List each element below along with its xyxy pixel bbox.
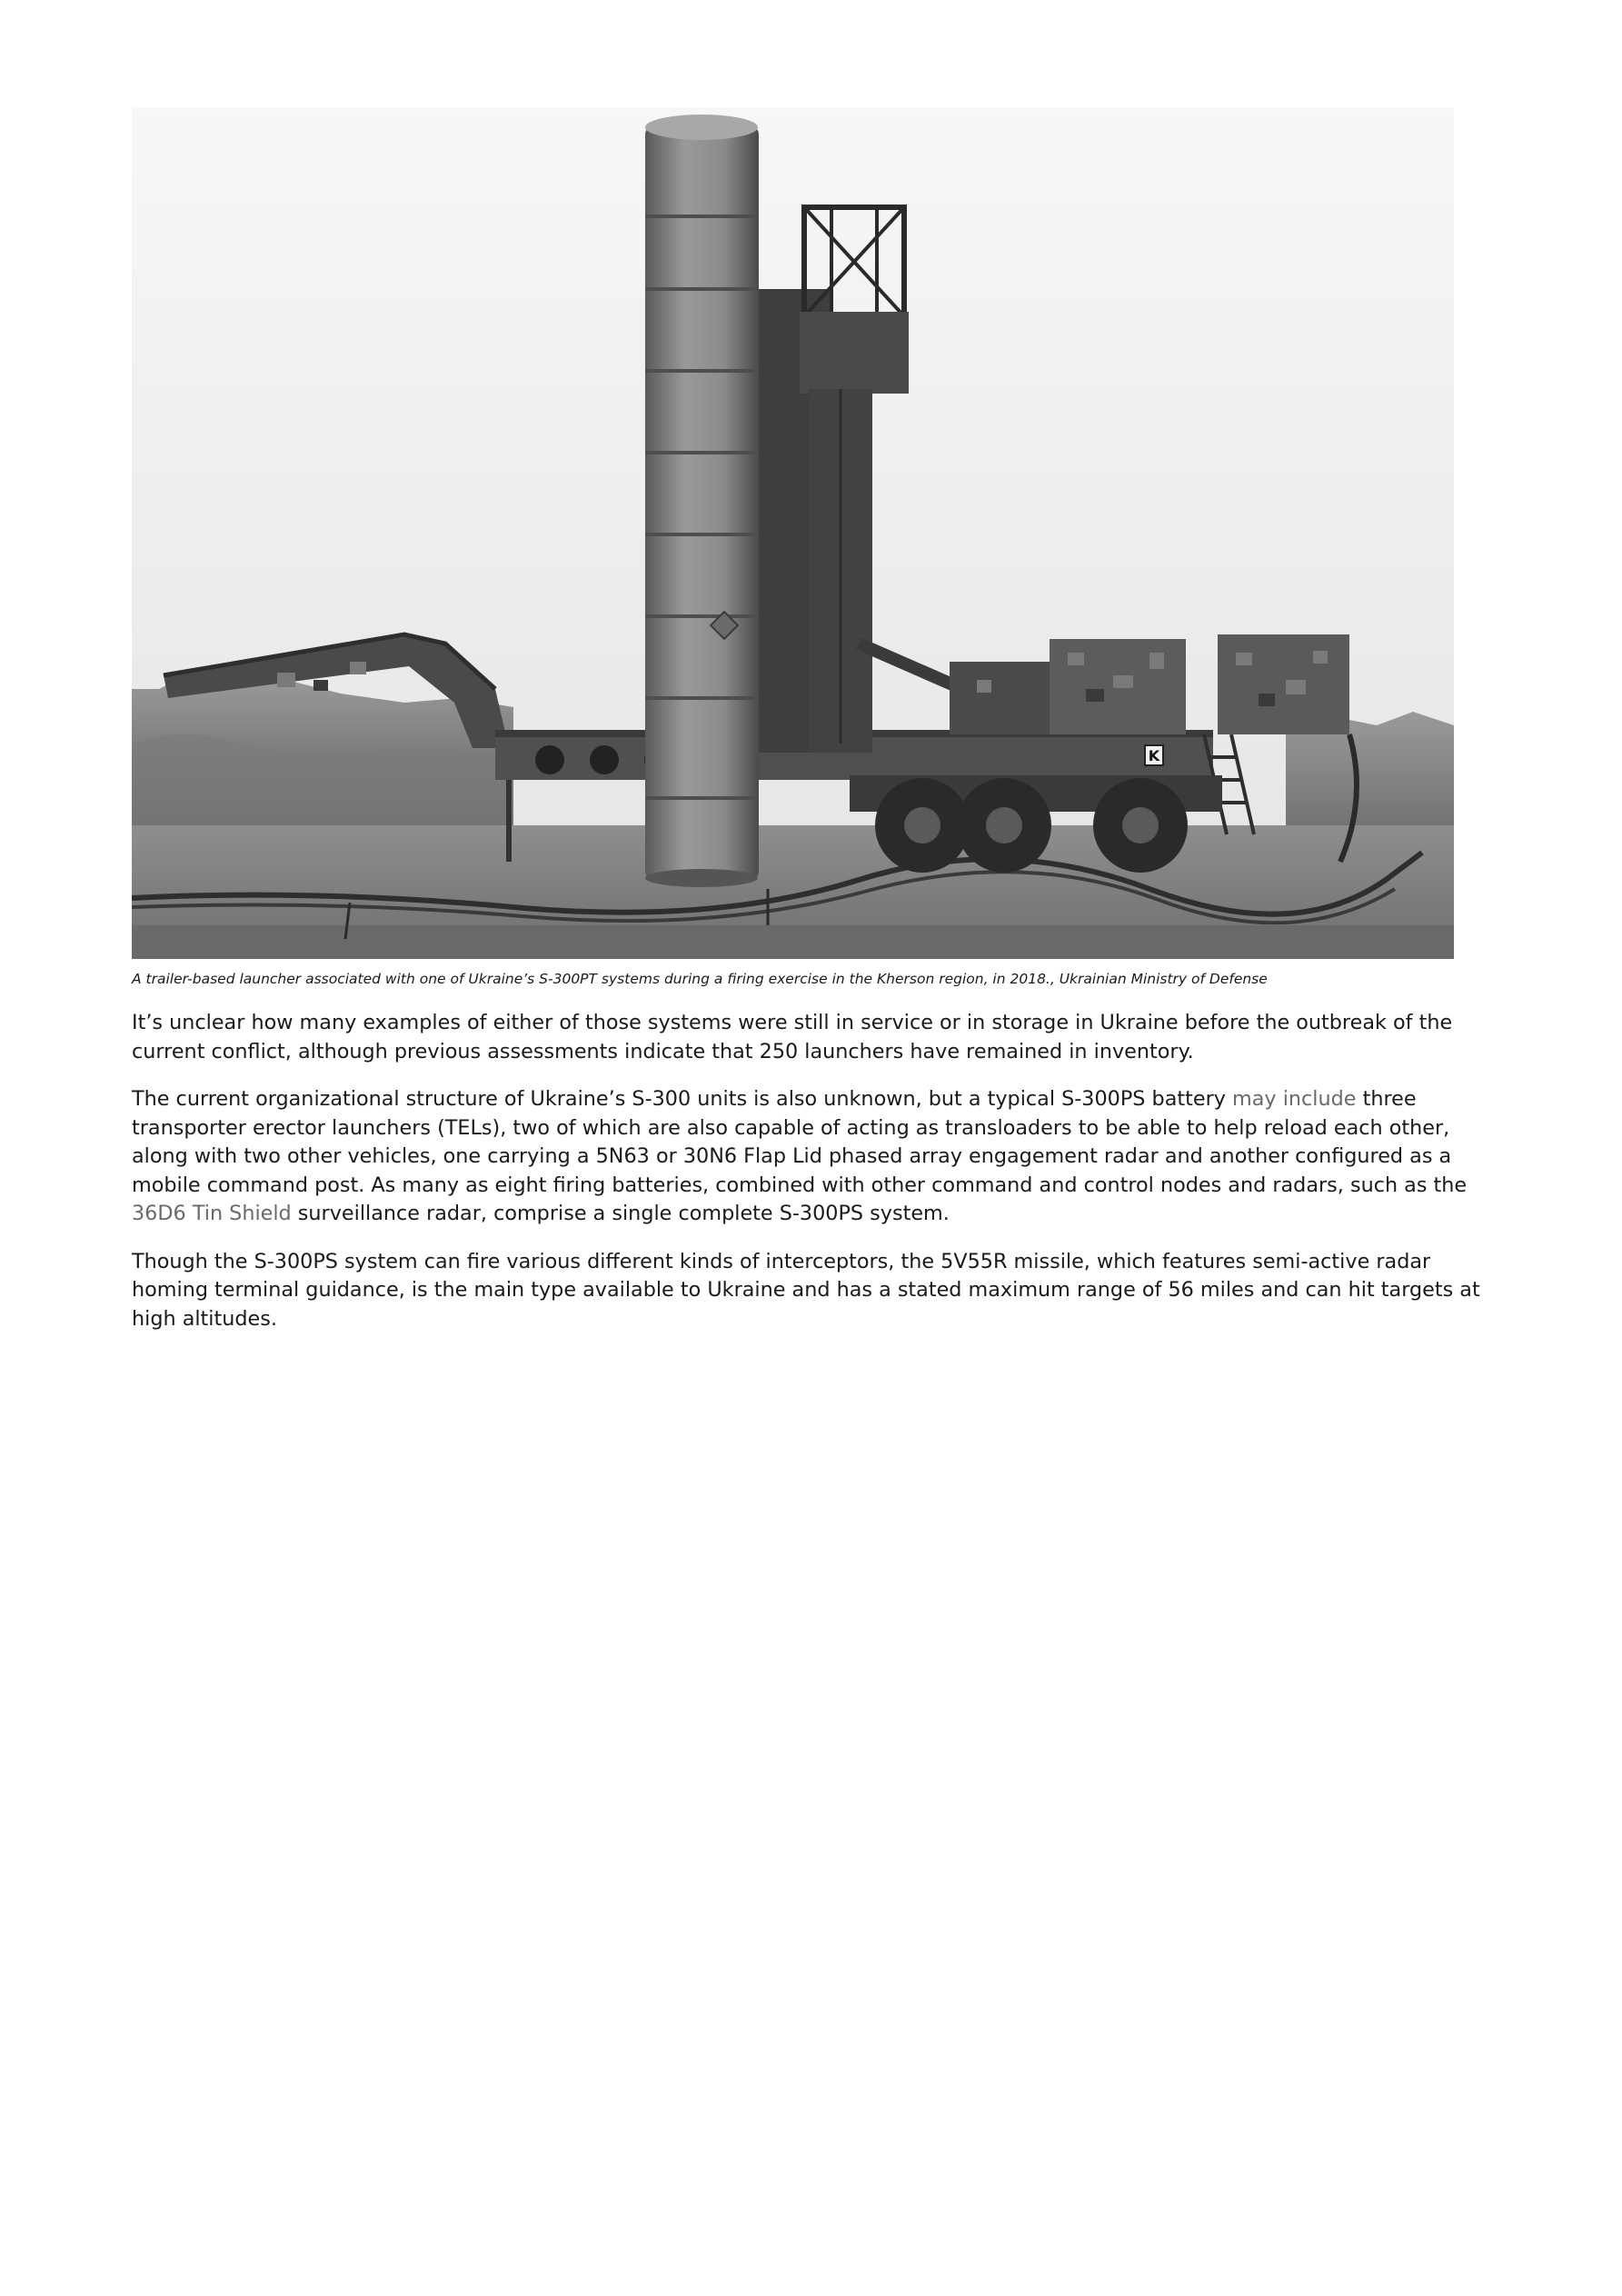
- paragraph-3: Though the S-300PS system can fire various different kinds of interceptors, the 5V55R missile, which features semi-active radar homing terminal guidance, is the main type available to Ukraine and has a stated maximum range of 56 miles and can hit targets at high altitudes.: [132, 1249, 1480, 1331]
- figure-caption: A trailer-based launcher associated with one of Ukraine’s S-300PT systems during a firing exercise in the Kherson region, in 2018., Ukrainian Ministry of Defense: [132, 971, 1268, 987]
- paragraph-2-text-b: three transporter erector launchers (TELs), two of which are also capable of acting as transloaders to be able to help reload each other, along with two other vehicles, one carrying a 5N63 or 30N6 Flap Lid phased array engagement radar and another configured as a mobile command post. As many as eight firing batteries, combined with other command and control nodes and radars, such as the: [132, 1087, 1468, 1197]
- article-page: [132, 107, 1495, 1333]
- paragraph-2-text-c: surveillance radar, comprise a single complete S-300PS system.: [291, 1202, 950, 1225]
- military-launcher-photo: [132, 107, 1454, 959]
- tin-shield-link[interactable]: 36D6 Tin Shield: [132, 1202, 292, 1225]
- paragraph-2-text-a: The current organizational structure of Ukraine’s S-300 units is also unknown, but a typical S-300PS battery: [132, 1087, 1233, 1111]
- plate-letter: K: [1148, 747, 1160, 764]
- paragraph-1: It’s unclear how many examples of either of those systems were still in service or in storage in Ukraine before the outbreak of the current conflict, although previous assessments indicate that 250 launchers have remained in inventory.: [132, 1011, 1453, 1063]
- may-include-link[interactable]: may include: [1232, 1087, 1357, 1111]
- paragraph-2: [132, 1085, 1495, 1229]
